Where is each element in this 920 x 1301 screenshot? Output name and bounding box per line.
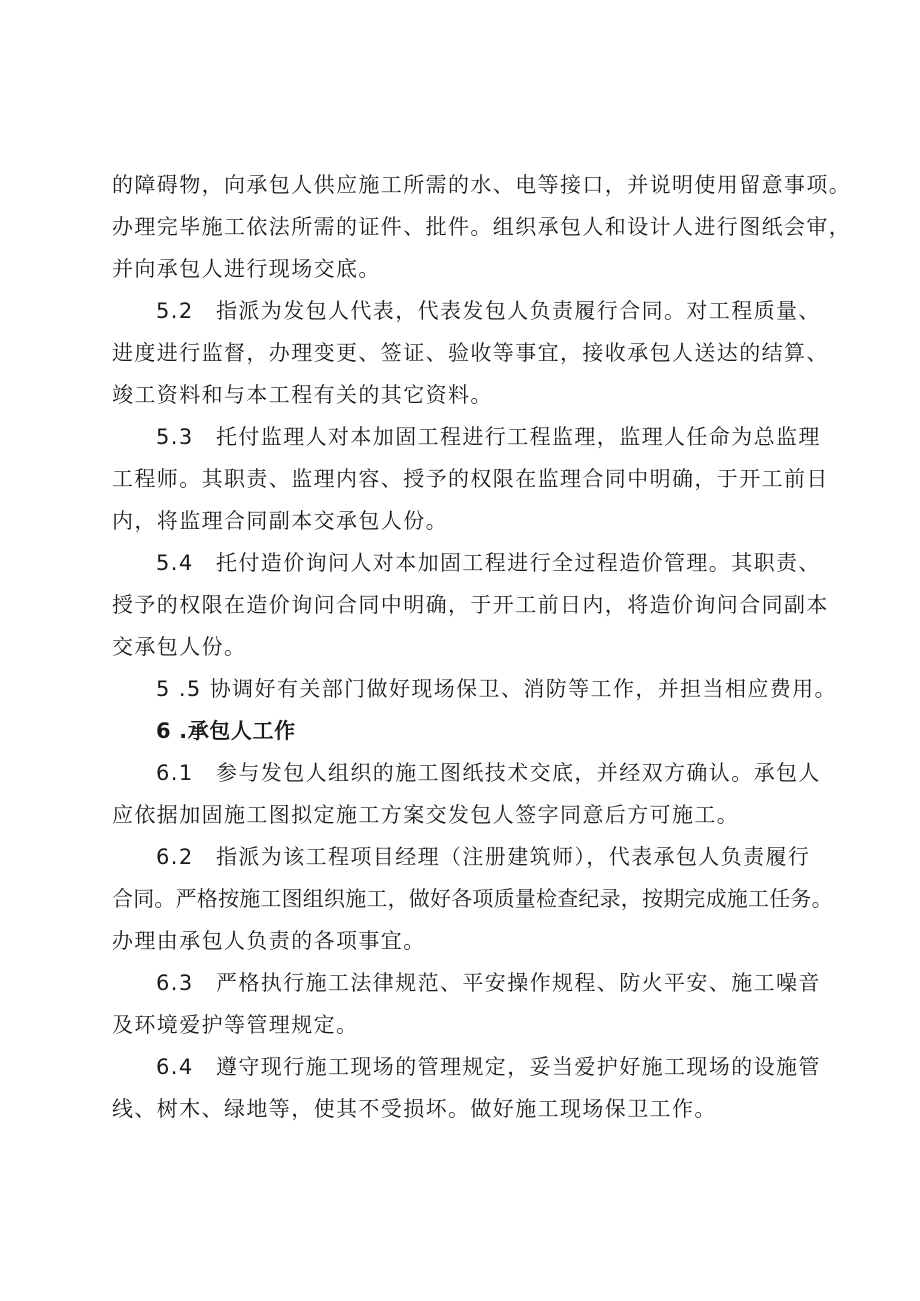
section-5-3-line: 5.3 托付监理人对本加固工程进行工程监理，监理人任命为总监理 [156, 425, 821, 449]
paragraph-line: 工程师。其职责、监理内容、授予的权限在监理合同中明确，于开工前日 [112, 467, 829, 491]
section-6-heading: 6 .承包人工作 [156, 719, 296, 743]
paragraph-line: 内，将监理合同副本交承包人份。 [112, 509, 448, 533]
paragraph-line: 应依据加固施工图拟定施工方案交发包人签字同意后方可施工。 [112, 803, 740, 827]
paragraph-line: 办理由承包人负责的各项事宜。 [112, 929, 426, 953]
paragraph-line: 合同。严格按施工图组织施工，做好各项质量检查纪录，按期完成施工任务。 [112, 887, 833, 911]
section-5-4-line: 5.4 托付造价询问人对本加固工程进行全过程造价管理。其职责、 [156, 551, 821, 575]
section-6-3-line: 6.3 严格执行施工法律规范、平安操作规程、防火平安、施工噪音 [156, 971, 821, 995]
paragraph-line: 并向承包人进行现场交底。 [112, 257, 381, 281]
paragraph-line: 交承包人份。 [112, 635, 247, 659]
section-5-2-line: 5.2 指派为发包人代表，代表发包人负责履行合同。对工程质量、 [156, 299, 821, 323]
section-6-1-line: 6.1 参与发包人组织的施工图纸技术交底，并经双方确认。承包人 [156, 761, 821, 785]
paragraph-line: 办理完毕施工依法所需的证件、批件。组织承包人和设计人进行图纸会审， [112, 215, 852, 239]
paragraph-line: 线、树木、绿地等，使其不受损坏。做好施工现场保卫工作。 [112, 1097, 717, 1121]
paragraph-line: 的障碍物，向承包人供应施工所需的水、电等接口，并说明使用留意事项。 [112, 173, 852, 197]
paragraph-line: 及环境爱护等管理规定。 [112, 1013, 359, 1037]
section-6-4-line: 6.4 遵守现行施工现场的管理规定，妥当爱护好施工现场的设施管 [156, 1055, 821, 1079]
paragraph-line: 授予的权限在造价询问合同中明确，于开工前日内，将造价询问合同副本 [112, 593, 829, 617]
paragraph-line: 竣工资料和与本工程有关的其它资料。 [112, 383, 493, 407]
section-5-5-line: 5 .5 协调好有关部门做好现场保卫、消防等工作，并担当相应费用。 [156, 677, 837, 701]
section-6-2-line: 6.2 指派为该工程项目经理（注册建筑师），代表承包人负责履行 [156, 845, 811, 869]
paragraph-line: 进度进行监督，办理变更、签证、验收等事宜，接收承包人送达的结算、 [112, 341, 829, 365]
